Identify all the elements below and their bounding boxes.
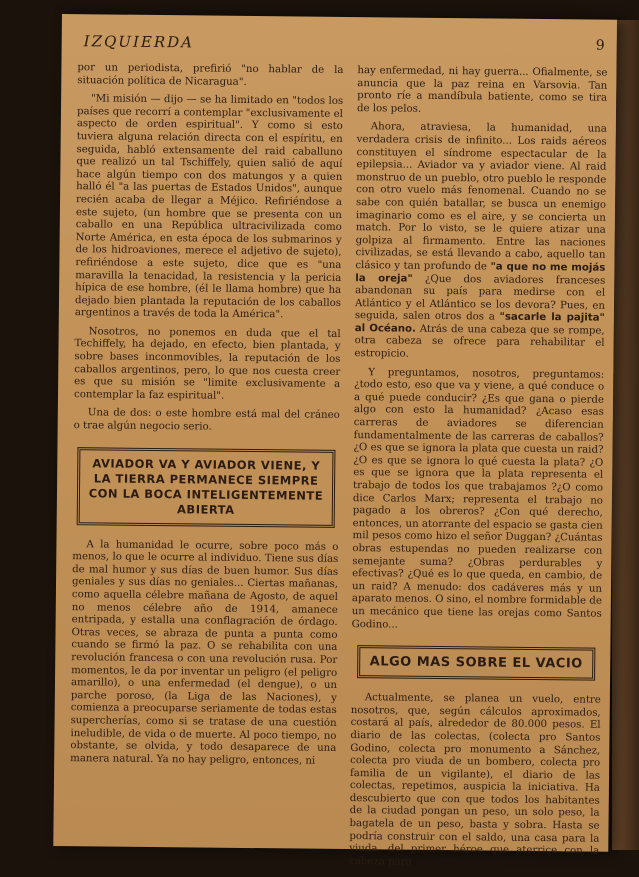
paragraph-text: ¿Que dos aviadores franceses abandonan su país para medirse con el Atlántico y el Atlántico se los devora? Pues, en seguida, salen otros dos a <box>354 273 606 323</box>
quote-bold: "sacarle la pajita" al Océano. <box>354 311 605 335</box>
magazine-page <box>53 14 617 868</box>
page-header <box>74 32 605 60</box>
section-heading-box: AVIADOR VA Y AVIADOR VIENE, Y LA TIERRA PERMANECE SIEMPRE CON LA BOCA INTELIGENTEMENTE ABIERTA <box>77 447 336 528</box>
magazine-title: IZQUIERDA <box>83 32 195 52</box>
paragraph: "Mi misión — dijo — se ha limitado en "todos los países que recorrí a contemplar "exclusivamente el aspecto de orden espiritual". Y como si esto tuviera alguna relación directa con el espíritu, en seguida, habló extensamente del raid caballuno que realizó un tal Tschiffely, quien salió de aquí hace algún tiempo con dos matungos y a quien halló él "a las puertas de Estados Unidos", aunque recién acaba de llegar a Méjico. Refiriéndose a este sujeto, (un hombre que se presenta con un caballo en una República ultracivilizada como Norte América, en esta época de los submarinos y de los hidroaviones, merece el adjetivo de sujeto), refiriéndose a este sujeto, dice que es "una maravilla la tenacidad, la resistencia y la pericia hípica de ese hombre, (él le llama hombre) que ha dejado bien plantada la reputación de los caballos argentinos a través de toda la América". <box>74 93 344 321</box>
paragraph-text: Atrás de una cabeza que se rompe, otra cabeza se ofrece para rehabilitar el estropicio. <box>354 323 605 360</box>
paragraph <box>354 121 606 363</box>
paragraph: Y preguntamos, nosotros, preguntamos: ¿todo esto, eso que va y viene, a qué conduce o a qué puede conducir? ¿Es que gana o pierde algo con esto la humanidad? ¿Acaso esas carreras de aviadores se diferencian fundamentalmente de las carreras de caballos? ¿O es que se ignora la plata que cuesta un raid? ¿O es que se ignora lo qué cuesta la plata? ¿O es que se ignora que la plata representa el trabajo de todos los que trabajamos ?¿O como dice Carlos Marx; representa el trabajo no pagado a los obreros? ¿Con qué derecho, entonces, un atorrante del espacio se gasta cien mil pesos como hizo el señor Duggan? ¿Cuántas obras estupendas no pueden realizarse con semejante suma? ¿Obras perdurables y efectivas? ¿Qué es lo que queda, en cambio, de un raid? A menudo: dos cadáveres más y un aparato menos. O sino, el nombre formidable de un mecánico que tiene las orejas como Santos Godino... <box>351 366 605 631</box>
adjacent-page-edge <box>612 20 639 850</box>
page-number: 9 <box>595 37 605 54</box>
paragraph-text: Ahora, atraviesa, la humanidad, una verdadera crisis de infinito... Los raids aéreos constituyen el síndrome espectacular de la epilepsia... Aviador va y aviador viene. Al raid monstruo de un pueblo, otro pueblo le responde con otro vuelo más fenomenal. Cuando no se sabe con quién batallar, se busca un enemigo imaginario como es el aire, y se concierta un match. Por lo visto, se le quiere atizar una golpiza al firmamento. Entre las naciones civilizadas, se está llevando a cabo, aquello tan clásico y tan profundo de <box>355 121 607 273</box>
paragraph: Nosotros, no ponemos en duda que el tal Techiffely, ha dejado, en efecto, bien plantada, y sobre bases inconmovibles, la reputación de los caballos argentinos, pero, lo que nos cuesta creer es que su misión se "limite exclusivamente a contemplar la faz espiritual". <box>73 326 341 402</box>
paragraph: por un periodista, prefirió "no hablar de la situación política de Nicaragua". <box>77 62 344 88</box>
paragraph: Una de dos: o este hombre está mal del cráneo o trae algún negocio serio. <box>73 407 340 433</box>
paragraph: A la humanidad le ocurre, sobre poco más o menos, lo que le ocurre al individuo. Tiene sus días de mal humor y sus días de buen humor. Sus días geniales y sus días no geniales... Ciertas mañanas, como aquella célebre mañana de Agosto, de aquel no menos célebre año de 1914, amanece entripada, y estalla una conflagración de órdago. Otras veces, se abraza de punta a punta como cuando se firmó la paz. O se rehabilita con una revolución francesa o con una revolución rusa. Por momentos, le da por inventar un peligro (el peligro amarillo), o una enfermedad (el dengue), o un parche poroso, (la Liga de las Naciones), y comienza a preocuparse seriamente de todas estas supercherías, como si se tratase de una cuestión ineludible, de vida o de muerte. Al poco tiempo, no obstante, se olvida, y todo desaparece de una manera natural. Ya no hay peligro, entonces, ni <box>70 538 339 767</box>
paragraph: hay enfermedad, ni hay guerra... Ofialmente, se anuncia que la paz reina en Varsovia. Tan pronto ríe a mandíbula batiente, como se tira de los pelos. <box>356 65 608 115</box>
section-heading-box: ALGO MAS SOBRE EL VACIO <box>357 645 595 680</box>
right-column <box>349 65 607 877</box>
left-column <box>70 62 343 774</box>
quote-bold: "a que no me mojás la oreja" <box>355 261 606 285</box>
paragraph: Actualmente, se planea un vuelo, entre nosotros, que, según cálculos aproximados, costará al país, alrededor de 80.000 pesos. El diario de las colectas, (colecta pro Santos Godino, colecta pro monumento a Sánchez, colecta pro viuda de un bombero, colecta pro familia de un vigilante), el diario de las colectas, repetimos, auspicia la iniciativa. Ha descubierto que con que todos los habitantes de la ciudad pongan un peso, un solo peso, la bagatela de un peso, basta y sobra. Hasta se podría construir con el saldo, una casa para la viuda, del primer héroe que aterrice con la cabeza para <box>349 692 601 868</box>
